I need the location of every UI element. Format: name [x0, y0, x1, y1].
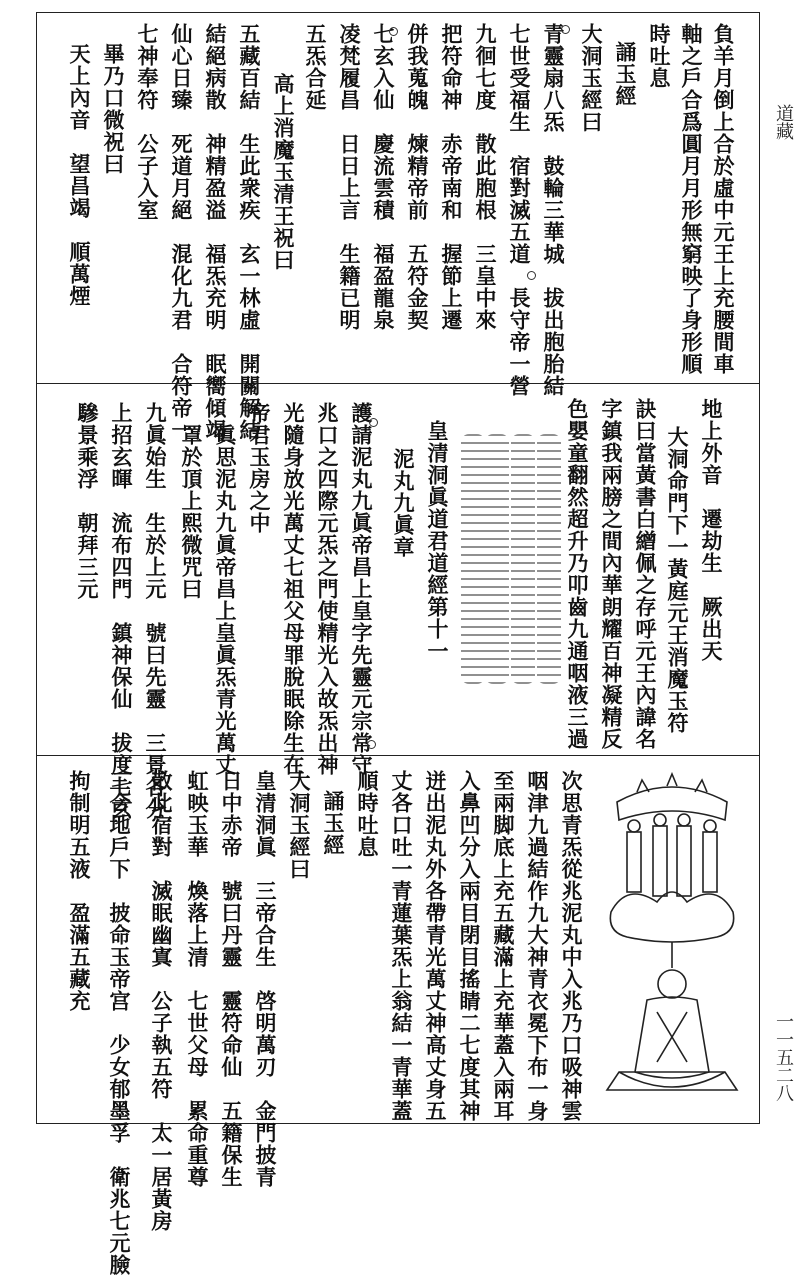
- text-column: 字鎮我兩膀之間內華朗耀百神凝精反: [599, 398, 624, 750]
- text-column: 散此宿對 滅眠幽寘 公子執五符 太一居黃房: [149, 770, 174, 1232]
- text-column: 凌梵履昌 日日上言 生籍已明: [337, 23, 362, 331]
- text-column: 誦玉經: [321, 790, 346, 856]
- text-column: 次思青炁從兆泥丸中入兆乃口吸神雲: [559, 770, 584, 1122]
- text-column: 把符命神 赤帝南和 握節上遷: [439, 23, 464, 331]
- text-column: 併我蒐魄 煉精帝前 五符金契: [405, 23, 430, 331]
- circle-mark: [389, 27, 398, 36]
- text-column: 咽津九過結作九大神青衣冕下布一身: [525, 770, 550, 1122]
- text-column: 訣曰當黃書白繒佩之存呼元王內諱名: [633, 398, 658, 750]
- seal-stroke: [485, 434, 509, 684]
- text-column: 大洞命門下一黃庭元王消魔玉符: [665, 426, 690, 734]
- text-column: 入鼻凹分入兩目閉目搖睛二七度其神: [457, 770, 482, 1122]
- circle-mark: [527, 271, 536, 280]
- text-column: 泥丸九眞章: [391, 448, 416, 558]
- text-column: 至兩脚底上充五藏滿上充華蓋入兩耳: [491, 770, 516, 1122]
- circle-mark: [369, 418, 378, 427]
- page-frame: [36, 12, 760, 1276]
- chapter-title: 皇清洞眞道君道經第十一: [425, 420, 450, 662]
- text-column: 天上內音 望昌竭 順萬煙: [67, 43, 92, 307]
- text-column: 仙心日臻 死道月絕 混化九君 合符帝一: [169, 23, 194, 441]
- text-column: 日中赤帝 號曰丹靈 靈符命仙 五籍保生: [219, 770, 244, 1188]
- margin-page-number: 一一五二八: [773, 1012, 794, 1102]
- seal-stroke: [537, 434, 561, 684]
- text-column: 誦玉經: [613, 41, 638, 107]
- text-column: 五炁合延: [303, 23, 328, 111]
- text-column: 九眞始生 生於上元 號曰先靈 三景各分: [143, 402, 168, 820]
- text-column: 帝君玉房之中: [247, 402, 272, 534]
- text-column: 七神奉符 公子入室: [135, 23, 160, 221]
- text-column: 拘制明五液 盈滿五藏充: [67, 770, 92, 1012]
- text-column: 五藏百結 生此衆疾 玄一林虛 開關解結: [237, 23, 262, 441]
- text-column: 兆口之四際元炁之門使精光入故炁出神: [315, 402, 340, 776]
- seal-stroke: [461, 434, 485, 684]
- text-column: 軸之戶合爲圓月月形無窮映了身形順: [679, 23, 704, 375]
- deity-illustration: [597, 772, 747, 1108]
- text-column: 上招玄暉 流布四門 鎮神保仙 拔度七玄: [109, 402, 134, 820]
- text-column: 高上消魔玉清王祝曰: [271, 73, 296, 271]
- text-column: 結絕病散 神精盈溢 福炁充明 眠嚮傾竭: [203, 23, 228, 441]
- text-column: 負羊月倒上合於虛中元王上充腰間車: [711, 23, 736, 375]
- circle-mark: [367, 740, 376, 749]
- text-column: 九徊七度 散此胞根 三皇中來: [473, 23, 498, 331]
- margin-title: 道藏: [773, 104, 794, 140]
- talisman-seal: [461, 434, 561, 684]
- panel-bottom: [37, 756, 759, 1276]
- text-column: 驂景乘浮 朝拜三元: [75, 402, 100, 600]
- text-column: 光隨身放光萬丈七祖父母罪脫眠除生在: [281, 402, 306, 776]
- text-column: 眞思泥丸九眞帝昌上皇眞炁青光萬丈: [213, 424, 238, 776]
- text-column: 青靈扇八炁 鼓輪三華城 拔出胞胎結: [541, 23, 566, 397]
- text-column: 七玄入仙 慶流雲積 福盈龍泉: [371, 23, 396, 331]
- circle-mark: [561, 25, 570, 34]
- text-column: 虹映玉華 煥落上清 七世父母 累命重尊: [185, 770, 210, 1188]
- text-column: 迸出泥丸外各帶青光萬丈神高丈身五: [423, 770, 448, 1122]
- text-column: 色嬰童翻然超升乃叩齒九通咽液三過: [565, 398, 590, 750]
- text-column: 順時吐息: [355, 770, 380, 858]
- text-column: 地上外音 遷劫生 厥出天: [699, 398, 724, 662]
- text-column: 大洞玉經曰: [579, 23, 604, 133]
- seal-stroke: [511, 434, 535, 684]
- text-column: 時吐息: [647, 23, 672, 89]
- panel-top: [37, 13, 759, 441]
- text-column: 護請泥丸九眞帝昌上皇字先靈元宗常守: [349, 402, 374, 776]
- text-column: 罩於頂上熙微咒曰: [179, 424, 204, 600]
- text-column: 皇清洞眞 三帝合生 啓明萬刃 金門披青: [253, 770, 278, 1188]
- text-column: 大洞玉經曰: [287, 770, 312, 880]
- text-column: 畢乃口微祝曰: [101, 43, 126, 175]
- text-column: 七世受福生 宿對滅五道 長守帝一營: [507, 23, 532, 397]
- text-column: 三合地戶下 披命玉帝宫 少女郁墨孚 衛兆七元臉: [107, 770, 132, 1276]
- text-column: 丈各口吐一青蓮葉炁上翁結一青華蓋: [389, 770, 414, 1122]
